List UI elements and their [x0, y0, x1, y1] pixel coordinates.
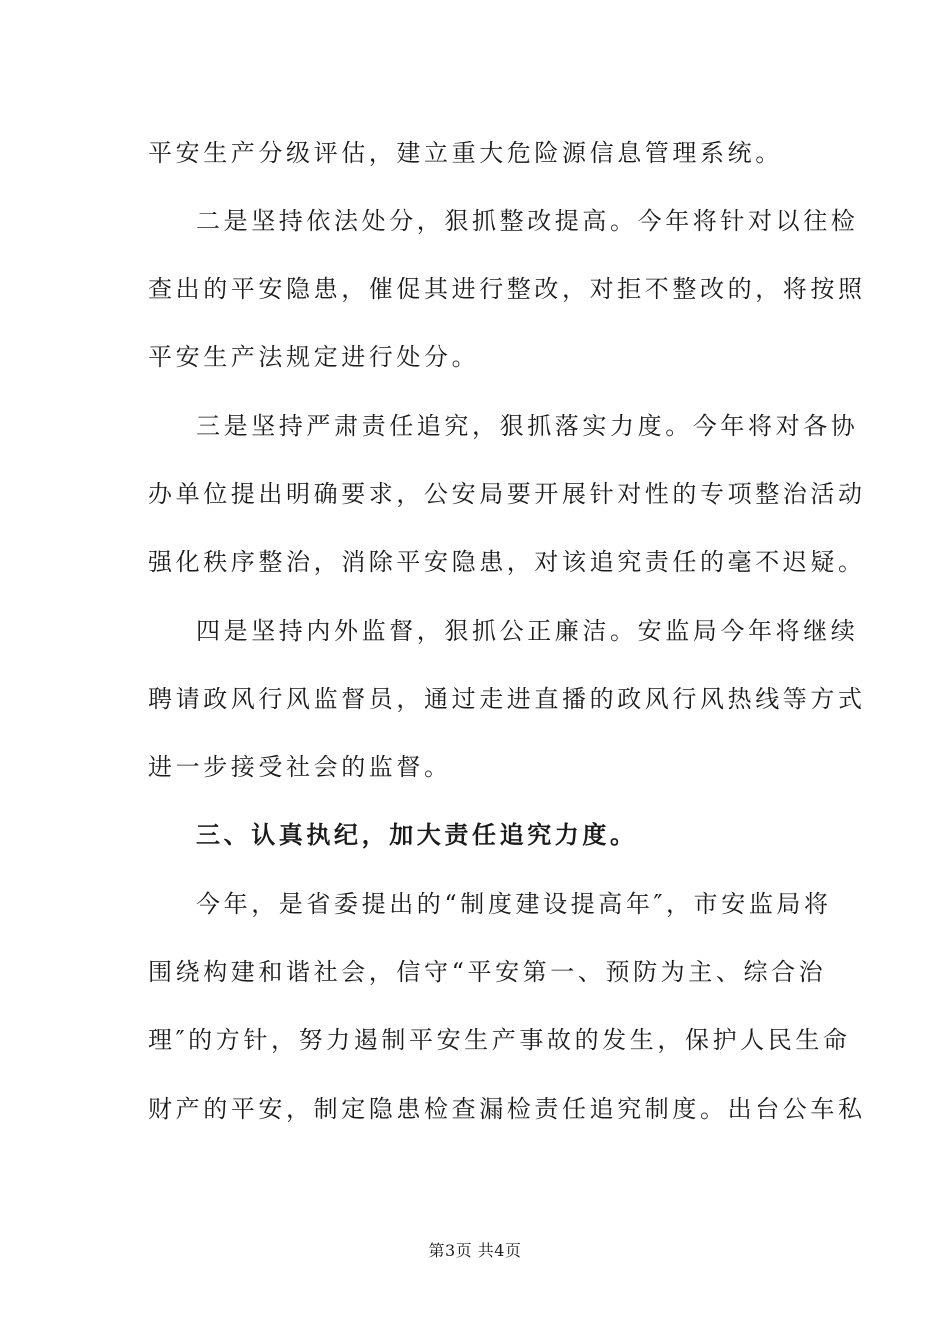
paragraph-line: 平安生产分级评估，建立重大危险源信息管理系统。 — [148, 139, 783, 167]
paragraph-line: 围绕构建和谐社会，信守“平安第一、预防为主、综合治 — [148, 958, 827, 986]
paragraph-line: 聘请政风行风监督员，通过走进直播的政风行风热线等方式 — [148, 685, 866, 713]
paragraph-line: 理″的方针，努力遏制平安生产事故的发生，保护人民生命 — [148, 1026, 851, 1054]
paragraph-line: 进一步接受社会的监督。 — [148, 753, 452, 781]
paragraph-line: 今年，是省委提出的“制度建设提高年″，市安监局将 — [196, 890, 832, 918]
paragraph-line: 二是坚持依法处分，狠抓整改提高。今年将针对以往检 — [196, 207, 859, 235]
page-number-footer: 第3页 共4页 — [428, 1241, 522, 1260]
paragraph-line: 查出的平安隐患，催促其进行整改，对拒不整改的，将按照 — [148, 275, 866, 303]
paragraph-line: 财产的平安，制定隐患检查漏检责任追究制度。出台公车私 — [148, 1095, 866, 1123]
paragraph-line: 三是坚持严肃责任追究，狠抓落实力度。今年将对各协 — [196, 412, 859, 440]
paragraph-line: 办单位提出明确要求，公安局要开展针对性的专项整治活动 — [148, 480, 866, 508]
section-heading: 三、认真执纪，加大责任追究力度。 — [196, 820, 638, 849]
paragraph-line: 平安生产法规定进行处分。 — [148, 343, 480, 371]
paragraph-line: 四是坚持内外监督，狠抓公正廉洁。安监局今年将继续 — [196, 617, 859, 645]
paragraph-line: 强化秩序整治，消除平安隐患，对该追究责任的毫不迟疑。 — [148, 548, 866, 576]
